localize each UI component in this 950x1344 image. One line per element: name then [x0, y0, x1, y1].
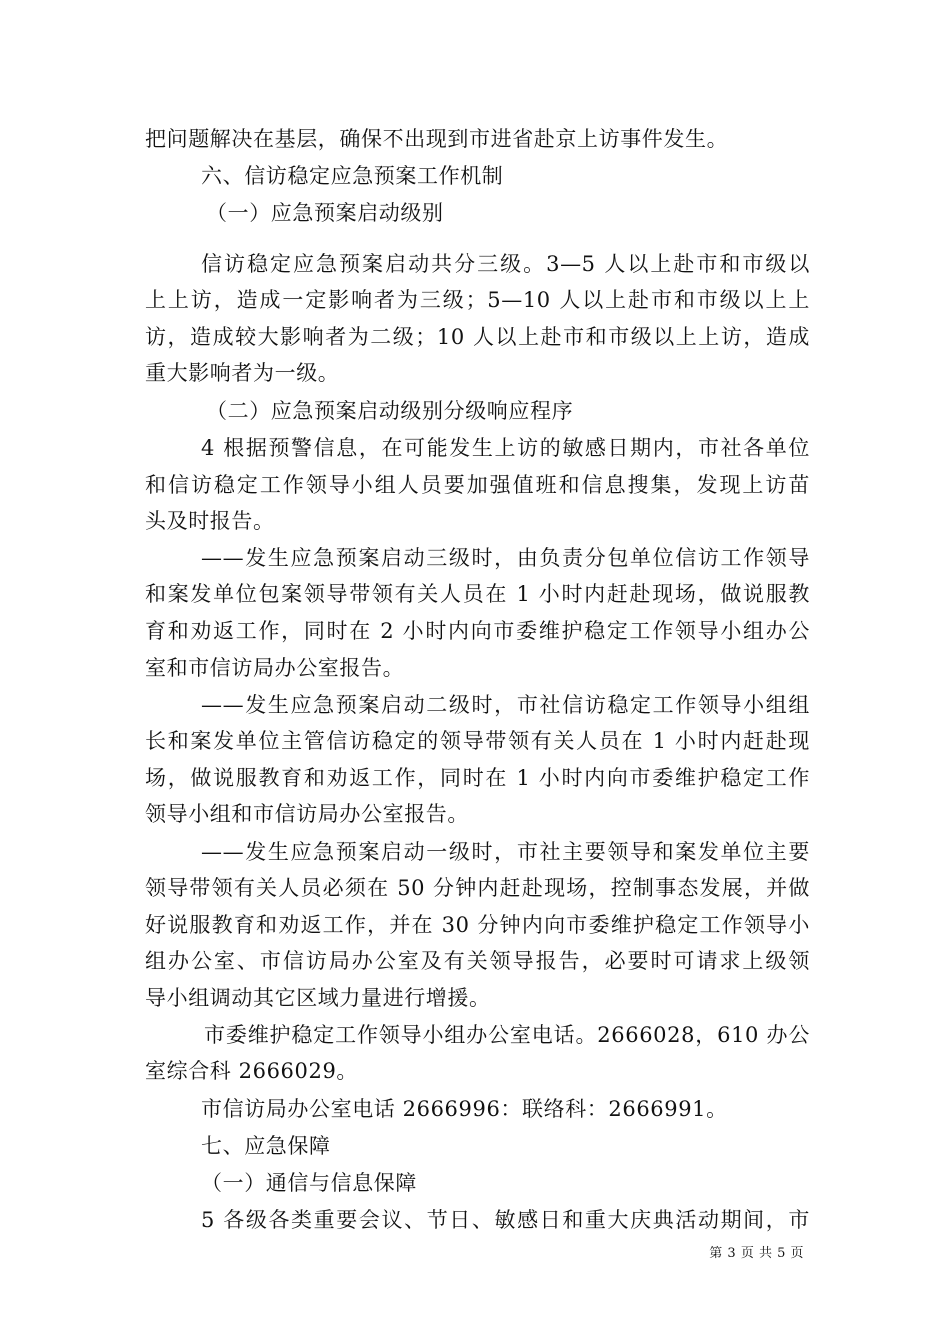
text-line-26: 室综合科 2666029。 [145, 1059, 359, 1083]
text-line-10: 和信访稳定工作领导小组人员要加强值班和信息搜集，发现上访苗 [145, 473, 810, 497]
section-heading-6: 六、信访稳定应急预案工作机制 [201, 164, 504, 188]
text-line-17: 长和案发单位主管信访稳定的领导带领有关人员在 1 小时内赶赴现 [145, 729, 810, 753]
subsection-heading-1: （一）应急预案启动级别 [206, 201, 444, 225]
text-line-4: 信访稳定应急预案启动共分三级。3—5 人以上赴市和市级以 [201, 252, 810, 276]
text-line-11: 头及时报告。 [145, 509, 275, 533]
text-line-9: 4 根据预警信息，在可能发生上访的敏感日期内，市社各单位 [201, 436, 810, 460]
text-line-13: 和案发单位包案领导带领有关人员在 1 小时内赶赴现场，做说服教 [145, 582, 810, 606]
text-line-15: 室和市信访局办公室报告。 [145, 656, 405, 680]
text-line-18: 场，做说服教育和劝返工作，同时在 1 小时内向市委维护稳定工作 [145, 766, 810, 790]
text-line-19: 领导小组和市信访局办公室报告。 [145, 802, 469, 826]
text-line-5: 上上访，造成一定影响者为三级；5—10 人以上赴市和市级以上上 [145, 288, 810, 312]
text-line-24: 导小组调动其它区域力量进行增援。 [145, 986, 491, 1010]
section-heading-7: 七、应急保障 [201, 1134, 331, 1158]
text-line-22: 好说服教育和劝返工作，并在 30 分钟内向市委维护稳定工作领导小 [145, 913, 810, 937]
text-line-14: 育和劝返工作，同时在 2 小时内向市委维护稳定工作领导小组办公 [145, 619, 810, 643]
text-line-6: 访，造成较大影响者为二级；10 人以上赴市和市级以上上访，造成 [145, 325, 810, 349]
text-line-23: 组办公室、市信访局办公室及有关领导报告，必要时可请求上级领 [145, 949, 810, 973]
text-line-16: ——发生应急预案启动二级时，市社信访稳定工作领导小组组 [201, 693, 810, 717]
text-line-27: 市信访局办公室电话 2666996：联络科：2666991。 [201, 1097, 728, 1121]
text-line-12: ——发生应急预案启动三级时，由负责分包单位信访工作领导 [201, 546, 810, 570]
subsection-heading-2: （二）应急预案启动级别分级响应程序 [206, 399, 574, 423]
text-line-1: 把问题解决在基层，确保不出现到市进省赴京上访事件发生。 [145, 127, 729, 151]
text-line-20: ——发生应急预案启动一级时，市社主要领导和案发单位主要 [201, 840, 810, 864]
subsection-heading-3: （一）通信与信息保障 [201, 1171, 417, 1195]
page-number-footer: 第 3 页 共 5 页 [709, 1246, 804, 1261]
text-line-21: 领导带领有关人员必须在 50 分钟内赶赴现场，控制事态发展，并做 [145, 876, 810, 900]
text-line-25: 市委维护稳定工作领导小组办公室电话。2666028，610 办公 [204, 1023, 810, 1047]
text-line-30: 5 各级各类重要会议、节日、敏感日和重大庆典活动期间，市 [201, 1208, 810, 1232]
text-line-7: 重大影响者为一级。 [145, 361, 340, 385]
